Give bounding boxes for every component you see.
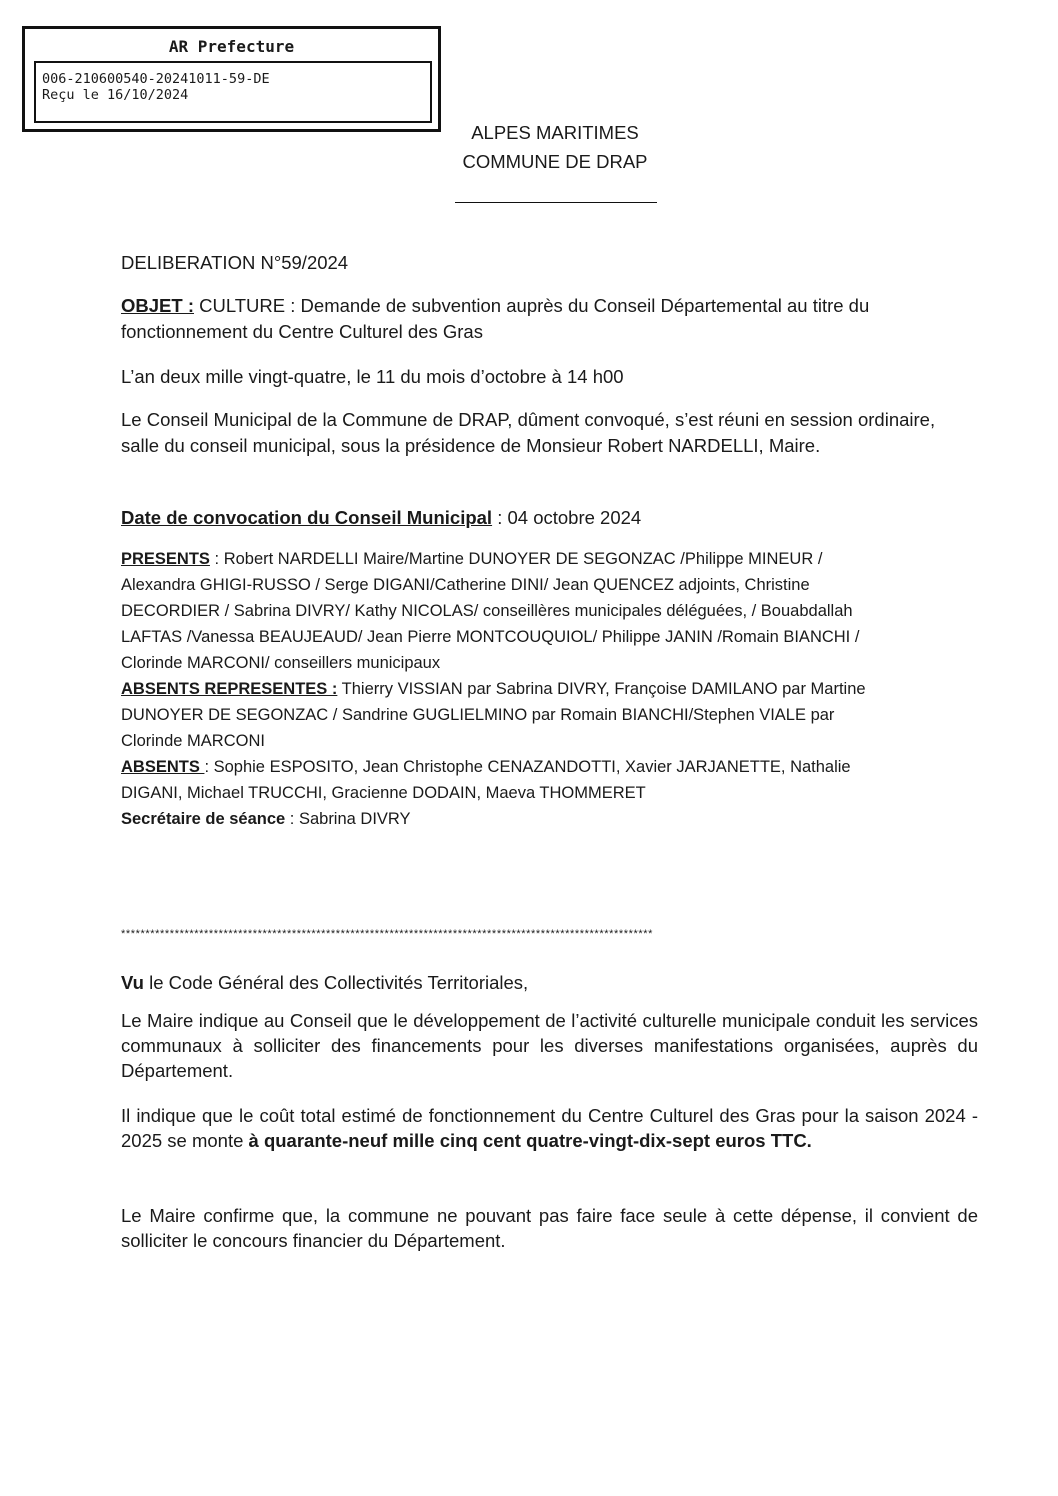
paragraph-2-amount: à quarante-neuf mille cinq cent quatre-vingt-dix-sept euros TTC. xyxy=(248,1130,812,1151)
deliberation-number: DELIBERATION N°59/2024 xyxy=(121,252,349,273)
secretary-text: : Sabrina DIVRY xyxy=(285,810,411,828)
paragraph-3: Le Maire confirme que, la commune ne pouvant pas faire face seule à cette dépense, il convient de solliciter le concours financier du Département. xyxy=(121,1205,978,1251)
convocation-value: : 04 octobre 2024 xyxy=(492,507,642,528)
objet-text: CULTURE : Demande de subvention auprès du Conseil Départemental au titre du fonctionnement du Centre Culturel des Gras xyxy=(121,295,870,342)
absents-paragraph xyxy=(121,754,866,806)
secretary-label: Secrétaire de séance xyxy=(121,810,286,828)
absents-represented-text: Thierry VISSIAN par Sabrina DIVRY, Françoise DAMILANO par Martine DUNOYER DE SEGONZAC / Sandrine GUGLIELMINO par Romain BIANCHI/Stephen VIALE par Clorinde MARCONI xyxy=(121,680,866,750)
header-rule xyxy=(455,202,657,203)
stamp-ref-line: 006-210600540-20241011-59-DE xyxy=(42,71,270,87)
objet-label: OBJET : xyxy=(121,295,194,316)
session-paragraph: Le Conseil Municipal de la Commune de DRAP, dûment convoqué, s’est réuni en session ordinaire, salle du conseil municipal, sous la présidence de Monsieur Robert NARDELLI, Maire. xyxy=(121,409,936,456)
vu-text: le Code Général des Collectivités Territoriales, xyxy=(143,972,529,993)
absents-label: ABSENTS xyxy=(121,758,205,776)
separator-stars: ************************************************************************************************************* xyxy=(121,928,654,940)
paragraph-2-text: Il indique que le coût total estimé de fonctionnement du Centre Culturel des Gras pour la saison 2024 - 2025 se monte xyxy=(121,1105,978,1151)
attendance-block xyxy=(121,546,866,832)
absents-represented-paragraph xyxy=(121,676,866,754)
vu-bold: Vu xyxy=(121,972,144,993)
paragraph-2 xyxy=(121,1103,978,1153)
date-line-time: 14 h00 xyxy=(566,366,624,387)
absents-represented-label: ABSENTS REPRESENTES : xyxy=(121,680,338,698)
presents-paragraph xyxy=(121,546,866,676)
convocation-label: Date de convocation du Conseil Municipal xyxy=(121,507,493,528)
date-line-prefix: L’an deux mille vingt-quatre, le 11 du mois d’octobre à xyxy=(121,366,567,387)
paragraph-1: Le Maire indique au Conseil que le développement de l’activité culturelle municipale conduit les services communaux à solliciter des financements pour les diverses manifestations organisées, auprès du Département. xyxy=(121,1010,978,1081)
header-department: ALPES MARITIMES xyxy=(471,122,639,143)
convocation-line xyxy=(121,505,966,531)
secretary-line xyxy=(121,806,866,832)
stamp-reference-box xyxy=(34,61,432,123)
date-line xyxy=(121,364,966,390)
stamp-received-line: Reçu le 16/10/2024 xyxy=(42,87,189,103)
objet-paragraph xyxy=(121,293,966,345)
presents-text: : Robert NARDELLI Maire/Martine DUNOYER DE SEGONZAC /Philippe MINEUR / Alexandra GHIGI-RUSSO / Serge DIGANI/Catherine DINI/ Jean QUENCEZ adjoints, Christine DECORDIER / Sabrina DIVRY/ Kathy NICOLAS/ conseillères municipales déléguées, / Bouabdallah LAFTAS /Vanessa BEAUJEAUD/ Jean Pierre MONTCOUQUIOL/ Philippe JANIN /Romain BIANCHI / Clorinde MARCONI/ conseillers municipaux xyxy=(121,550,860,672)
absents-text: : Sophie ESPOSITO, Jean Christophe CENAZANDOTTI, Xavier JARJANETTE, Nathalie DIGANI, Michael TRUCCHI, Gracienne DODAIN, Maeva THOMMERET xyxy=(121,758,851,802)
header-commune: COMMUNE DE DRAP xyxy=(462,151,648,172)
presents-label: PRESENTS xyxy=(121,550,210,568)
ar-prefecture-stamp xyxy=(22,26,441,132)
vu-line xyxy=(121,970,971,996)
stamp-title: AR Prefecture xyxy=(168,37,295,56)
